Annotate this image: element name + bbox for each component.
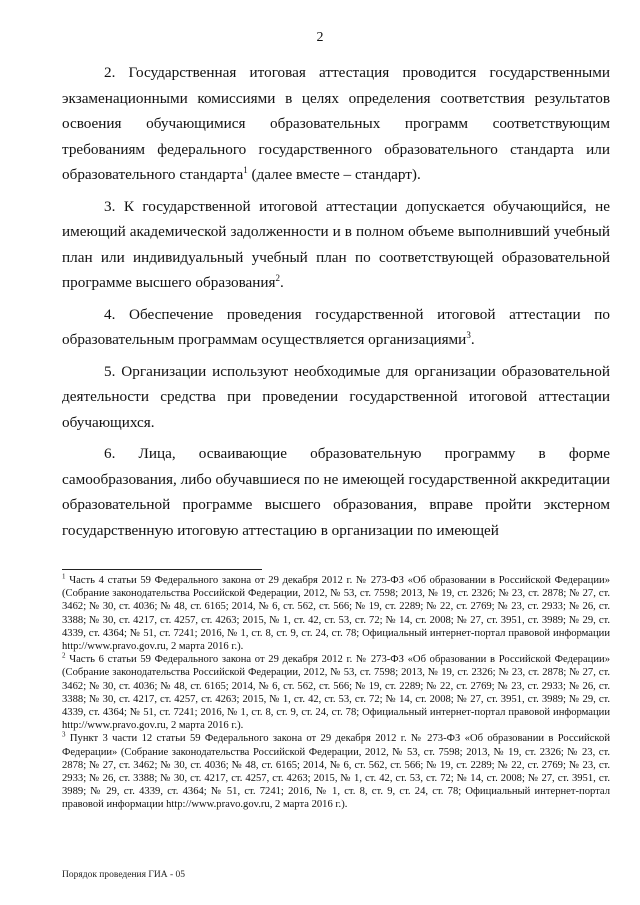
footnote-divider bbox=[62, 569, 262, 570]
paragraph-text: 6. Лица, осваивающие образовательную программу в форме самообразования, либо обучавшиеся по не имеющей государственной аккредитации образовательной программе высшего образования, вправе пройти экстерном государственную итоговую аттестацию в организации по имеющей bbox=[62, 445, 610, 539]
paragraph-2 bbox=[62, 60, 610, 188]
footnote-ref-3[interactable]: 3 bbox=[466, 329, 471, 340]
footnote-ref-1[interactable]: 1 bbox=[243, 164, 248, 175]
paragraph-text: 5. Организации используют необходимые для организации образовательной деятельности средства при проведении государственной итоговой аттестации обучающихся. bbox=[62, 362, 610, 431]
paragraph-text: 3. К государственной итоговой аттестации допускается обучающийся, не имеющий академической задолженности и в полном объеме выполнивший учебный план или индивидуальный учебный план по соответствующей образовательной программе высшего образования bbox=[62, 197, 610, 291]
paragraph-3 bbox=[62, 194, 610, 296]
document-id-label: Порядок проведения ГИА - 05 bbox=[62, 870, 185, 880]
footnote-mark: 2 bbox=[62, 651, 66, 660]
footnote-mark: 3 bbox=[62, 730, 66, 739]
page-number: 2 bbox=[316, 30, 324, 45]
paragraph-tail: . bbox=[280, 274, 284, 291]
paragraph-5 bbox=[62, 359, 610, 436]
paragraph-6 bbox=[62, 441, 610, 543]
footnote-text: Часть 4 статьи 59 Федерального закона от 29 декабря 2012 г. № 273-ФЗ «Об образовании в Российской Федерации» (Собрание законодательства Российской Федерации, 2012, № 53, ст. 7598; 2013, № 19, ст. 2326; № 23, ст. 2878; № 27, ст. 3462; № 30, ст. 4036; № 48, ст. 6165; 2014, № 6, ст. 562, ст. 566; № 19, ст. 2289; № 22, ст. 2769; № 23, ст. 2933; № 26, ст. 3388; № 30, ст. 4217, ст. 4257, ст. 4263; 2015, № 1, ст. 42, ст. 53, ст. 72; № 14, ст. 2008; № 27, ст. 3951, ст. 3989; № 29, ст. 4339, ст. 4364; № 51, ст. 7241; 2016, № 1, ст. 8, ст. 9, ст. 24, ст. 78; Официальный интернет-портал правовой информации http://www.pravo.gov.ru, 2 марта 2016 г.). bbox=[62, 575, 610, 653]
paragraph-tail: . bbox=[470, 331, 475, 348]
body-text bbox=[62, 60, 610, 549]
footnote-3 bbox=[62, 732, 610, 811]
paragraph-4 bbox=[62, 302, 610, 353]
paragraph-text: 4. Обеспечение проведения государственной итоговой аттестации по образовательным программам осуществляется организациями bbox=[62, 305, 610, 348]
footnote-ref-2[interactable]: 2 bbox=[275, 272, 281, 283]
paragraph-text: 2. Государственная итоговая аттестация проводится государственными экзаменационными комиссиями в целях определения соответствия результатов освоения обучающимися образовательных программ соответствующим требованиям федерального государственного образовательного стандарта или образовательного стандарта bbox=[62, 64, 610, 183]
footnote-text: Часть 6 статьи 59 Федерального закона от 29 декабря 2012 г. № 273-ФЗ «Об образовании в Российской Федерации» (Собрание законодательства Российской Федерации, 2012, № 53, ст. 7598; 2013, № 19, ст. 2326; № 23, ст. 2878; № 27, ст. 3462; № 30, ст. 4036; № 48, ст. 6165; 2014, № 6, ст. 562, ст. 566; № 19, ст. 2289; № 22, ст. 2769; № 23, ст. 2933; № 26, ст. 3388; № 30, ст. 4217, ст. 4257, ст. 4263; 2015, № 1, ст. 42, ст. 53, ст. 72; № 14, ст. 2008; № 27, ст. 3951, ст. 3989; № 29, ст. 4339, ст. 4364; № 51, ст. 7241; 2016, № 1, ст. 8, ст. 9, ст. 24, ст. 78; Официальный интернет-портал правовой информации http://www.pravo.gov.ru, 2 марта 2016 г.). bbox=[62, 654, 610, 732]
footnote-text: Пункт 3 части 12 статьи 59 Федерального закона от 29 декабря 2012 г. № 273-ФЗ «Об образовании в Российской Федерации» (Собрание законодательства Российской Федерации, 2012, № 53, ст. 7598; 2013, № 19, ст. 2326; № 23, ст. 2878; № 27, ст. 3462; № 30, ст. 4036; № 48, ст. 6165; 2014, № 6, ст. 562, ст. 566; № 19, ст. 2289; № 22, ст. 2769; № 23, ст. 2933; № 26, ст. 3388; № 30, ст. 4217, ст. 4257, ст. 4263; 2015, № 1, ст. 42, ст. 53, ст. 72; № 14, ст. 2008; № 27, ст. 3951, ст. 3989; № 29, ст. 4339, ст. 4364; № 51, ст. 7241; 2016, № 1, ст. 8, ст. 9, ст. 24, ст. 78; Официальный интернет-портал правовой информации http://www.pravo.gov.ru, 2 марта 2016 г.). bbox=[62, 733, 610, 811]
paragraph-tail: (далее вместе – стандарт). bbox=[247, 166, 421, 183]
footnote-2 bbox=[62, 653, 610, 732]
footnote-mark: 1 bbox=[62, 572, 66, 581]
footnote-1 bbox=[62, 574, 610, 653]
footnotes bbox=[62, 574, 610, 812]
